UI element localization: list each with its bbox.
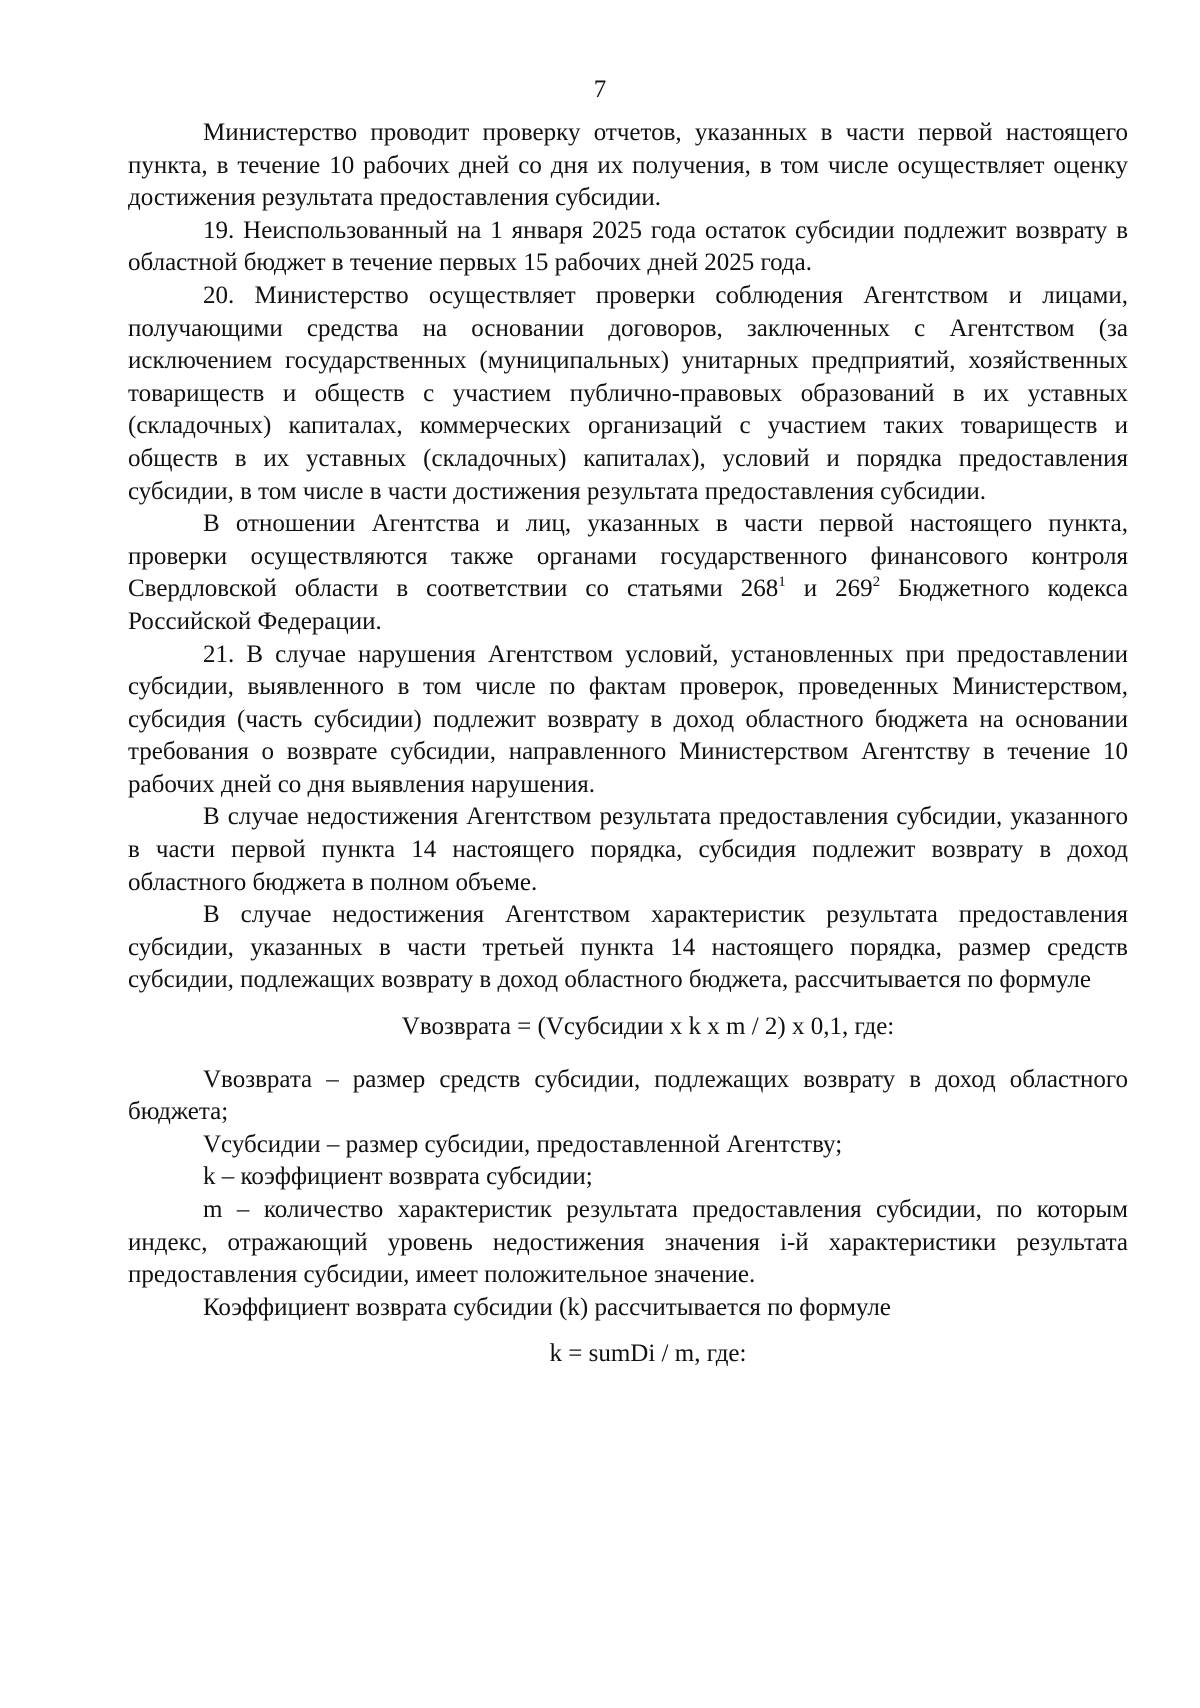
definition-k: k – коэффициент возврата субсидии;: [203, 1163, 593, 1191]
paragraph-financial-control-text-c: Бюджетного кодекса Российской Федерации.: [128, 575, 1128, 635]
superscript-article-268: 1: [778, 574, 786, 591]
superscript-article-269: 2: [872, 574, 881, 591]
paragraph-financial-control-text-b: и 269: [785, 575, 873, 603]
definition-m: m – количество характеристик результата предоставления субсидии, по которым индекс, отражающий уровень недостижения значения i-й характеристики результата предоставления субсидии, имеет положительное значение.: [128, 1196, 1128, 1289]
formula-refund-amount: Vвозврата = (Vсубсидии x k x m / 2) x 0,1, где:: [401, 1013, 895, 1041]
definition-v-subsidy: Vсубсидии – размер субсидии, предоставленной Агентству;: [203, 1130, 843, 1158]
paragraph-20-ministry-checks: 20. Министерство осуществляет проверки соблюдения Агентством и лицами, получающими средства на основании договоров, заключенных с Агентством (за исключением государственных (муниципальных) унитарных предприятий, хозяйственных товариществ и обществ с участием публично-правовых образований в их уставных (складочных) капиталах, коммерческих организаций с участием таких товариществ и обществ в их уставных (складочных) капиталах), условий и порядка предоставления субсидии, в том числе в части достижения результата предоставления субсидии.: [128, 281, 1128, 505]
page-number: 7: [593, 76, 607, 103]
paragraph-financial-control: [128, 508, 1128, 638]
paragraph-19-unused-balance: 19. Неиспользованный на 1 января 2025 года остаток субсидии подлежит возврату в областной бюджет в течение первых 15 рабочих дней 2025 года.: [128, 216, 1128, 277]
paragraph-report-check: Министерство проводит проверку отчетов, указанных в части первой настоящего пункта, в течение 10 рабочих дней со дня их получения, в том числе осуществляет оценку достижения результата предоставления субсидии.: [128, 119, 1128, 212]
document-body: [128, 117, 1128, 1371]
definition-v-refund: Vвозврата – размер средств субсидии, подлежащих возврату в доход областного бюджета;: [128, 1065, 1128, 1126]
formula-coefficient: k = sumDi / m, где:: [549, 1340, 747, 1368]
paragraph-partial-refund: В случае недостижения Агентством характеристик результата предоставления субсидии, указанных в части третьей пункта 14 настоящего порядка, размер средств субсидии, подлежащих возврату в доход областного бюджета, рассчитывается по формуле: [128, 901, 1128, 994]
paragraph-full-refund: В случае недостижения Агентством результата предоставления субсидии, указанного в части первой пункта 14 настоящего порядка, субсидия подлежит возврату в доход областного бюджета в полном объеме.: [128, 803, 1128, 896]
paragraph-21-violation: 21. В случае нарушения Агентством условий, установленных при предоставлении субсидии, выявленного в том числе по фактам проверок, проведенных Министерством, субсидия (часть субсидии) подлежит возврату в доход областного бюджета на основании требования о возврате субсидии, направленного Министерством Агентству в течение 10 рабочих дней со дня выявления нарушения.: [128, 640, 1128, 798]
paragraph-financial-control-text-a: В отношении Агентства и лиц, указанных в части первой настоящего пункта, проверки осуществляются также органами государственного финансового контроля Свердловской области в соответствии со статьями 268: [128, 510, 1128, 603]
paragraph-coefficient-intro: Коэффициент возврата субсидии (k) рассчитывается по формуле: [203, 1293, 891, 1321]
